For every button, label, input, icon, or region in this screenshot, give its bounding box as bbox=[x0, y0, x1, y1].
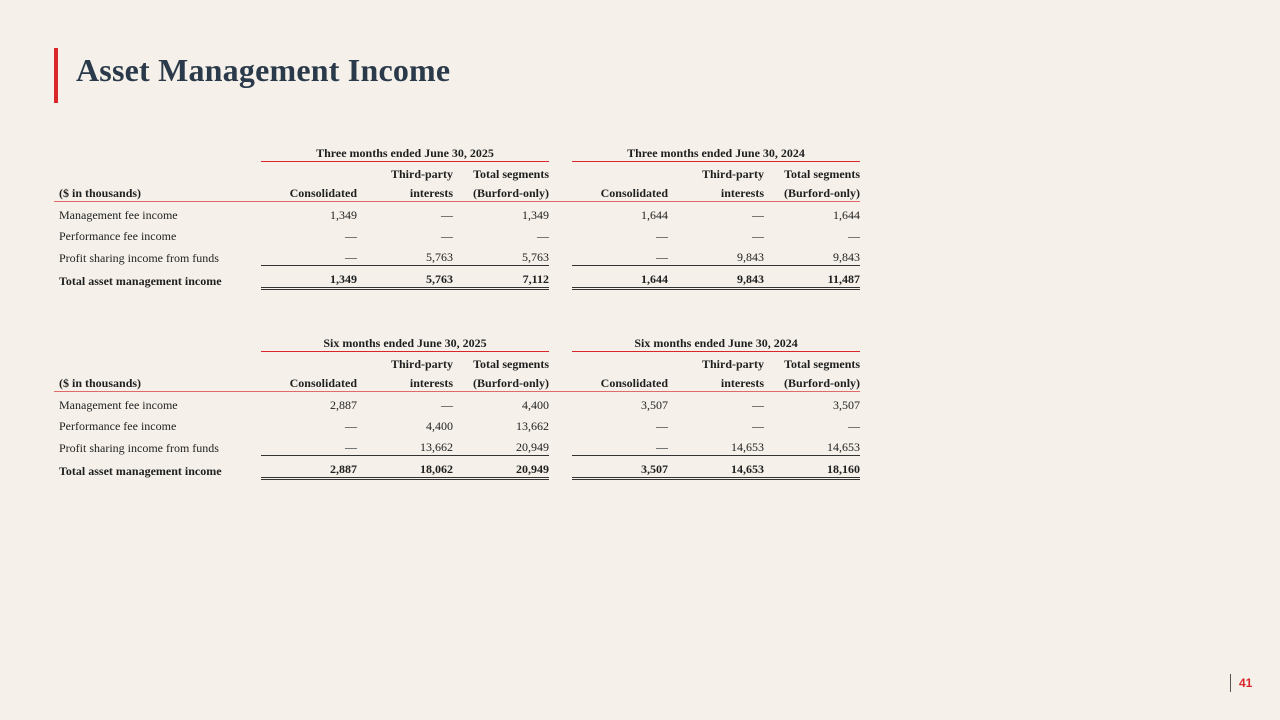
column-header: Total segments bbox=[473, 357, 550, 371]
table-cell: 13,662 bbox=[357, 434, 453, 456]
table-row bbox=[54, 223, 860, 244]
table-cell: 9,843 bbox=[668, 266, 764, 289]
column-header: Third-party bbox=[702, 357, 765, 371]
table-cell: 4,400 bbox=[426, 419, 453, 433]
table-cell: 1,349 bbox=[261, 266, 357, 289]
table-cell: — bbox=[441, 229, 453, 243]
table-cell: — bbox=[752, 229, 764, 243]
column-header: (Burford-only) bbox=[453, 182, 549, 202]
table-cell: — bbox=[752, 419, 765, 433]
table-cell: 20,949 bbox=[453, 434, 549, 456]
table-cell: — bbox=[441, 208, 453, 222]
table-cell: 9,843 bbox=[764, 244, 860, 266]
table-cell: 5,763 bbox=[357, 244, 453, 266]
table-cell: 18,160 bbox=[764, 456, 860, 479]
column-header: Third-party bbox=[390, 167, 453, 181]
column-header-row bbox=[54, 352, 860, 373]
table-cell: — bbox=[572, 244, 668, 266]
row-label: Management fee income bbox=[59, 208, 178, 222]
title-accent-bar bbox=[54, 48, 58, 103]
units-label: ($ in thousands) bbox=[54, 182, 261, 202]
column-header: (Burford-only) bbox=[764, 182, 860, 202]
table-row bbox=[54, 413, 860, 434]
column-header: Consolidated bbox=[261, 372, 357, 392]
table-cell: — bbox=[261, 434, 357, 456]
table-cell: 1,644 bbox=[833, 208, 860, 222]
total-row bbox=[54, 456, 860, 479]
table-row bbox=[54, 202, 860, 224]
column-header bbox=[572, 352, 668, 373]
table-cell: 14,653 bbox=[668, 434, 764, 456]
table-cell: 1,644 bbox=[572, 266, 668, 289]
table-cell: 20,949 bbox=[453, 456, 549, 479]
table-cell: 13,662 bbox=[516, 419, 550, 433]
table-cell: — bbox=[848, 419, 861, 433]
table-cell: 11,487 bbox=[764, 266, 860, 289]
table-cell: — bbox=[572, 434, 668, 456]
period-header-row bbox=[54, 145, 860, 162]
row-label: Total asset management income bbox=[59, 463, 222, 478]
table-cell: 2,887 bbox=[261, 456, 357, 479]
table-cell: 1,644 bbox=[641, 208, 668, 222]
page-title: Asset Management Income bbox=[76, 52, 451, 88]
table-cell: — bbox=[537, 229, 549, 243]
column-header bbox=[261, 352, 357, 373]
table-cell: — bbox=[656, 229, 668, 243]
column-header: interests bbox=[668, 372, 764, 392]
column-header: Third-party bbox=[701, 167, 764, 181]
period-header: Six months ended June 30, 2025 bbox=[261, 335, 549, 352]
three-months-table bbox=[54, 145, 860, 290]
column-header: Total segments bbox=[784, 357, 861, 371]
row-label: Profit sharing income from funds bbox=[59, 440, 219, 455]
table-cell: 3,507 bbox=[641, 398, 669, 412]
column-header-row bbox=[54, 372, 860, 392]
table-cell: 1,349 bbox=[330, 208, 357, 222]
table-cell: — bbox=[345, 229, 357, 243]
period-header: Six months ended June 30, 2024 bbox=[572, 335, 860, 352]
column-header: (Burford-only) bbox=[453, 372, 549, 392]
period-header-row bbox=[54, 335, 860, 352]
table-cell: 4,400 bbox=[522, 398, 550, 412]
table-cell: 2,887 bbox=[330, 398, 357, 412]
total-row bbox=[54, 266, 860, 289]
column-header: interests bbox=[668, 182, 764, 202]
table-row bbox=[54, 392, 860, 414]
table-cell: 3,507 bbox=[833, 398, 861, 412]
units-label: ($ in thousands) bbox=[54, 372, 261, 392]
column-header-row bbox=[54, 162, 860, 183]
column-header: (Burford-only) bbox=[764, 372, 860, 392]
table-cell: 5,763 bbox=[453, 244, 549, 266]
table-cell: — bbox=[261, 244, 357, 266]
six-months-table bbox=[54, 335, 860, 480]
column-header bbox=[572, 162, 668, 183]
column-header: Consolidated bbox=[261, 182, 357, 202]
row-label: Performance fee income bbox=[59, 229, 177, 243]
period-header: Three months ended June 30, 2024 bbox=[572, 145, 860, 162]
table-cell: 1,349 bbox=[522, 208, 549, 222]
table-cell: — bbox=[441, 398, 453, 412]
table-cell: — bbox=[752, 398, 765, 412]
row-label: Total asset management income bbox=[59, 273, 222, 288]
column-header-row bbox=[54, 182, 860, 202]
row-label: Management fee income bbox=[59, 398, 178, 412]
table-cell: — bbox=[752, 208, 764, 222]
table-cell: 18,062 bbox=[357, 456, 453, 479]
column-header: Total segments bbox=[473, 167, 549, 181]
table-cell: — bbox=[848, 229, 860, 243]
table-cell: 14,653 bbox=[668, 456, 764, 479]
row-label: Profit sharing income from funds bbox=[59, 250, 219, 265]
table-row bbox=[54, 434, 860, 456]
table-cell: — bbox=[345, 419, 357, 433]
column-header: Total segments bbox=[784, 167, 860, 181]
column-header: interests bbox=[357, 182, 453, 202]
table-cell: 9,843 bbox=[668, 244, 764, 266]
column-header: Consolidated bbox=[572, 182, 668, 202]
column-header: interests bbox=[357, 372, 453, 392]
page-number: 41 bbox=[1230, 674, 1252, 692]
table-cell: — bbox=[656, 419, 669, 433]
table-row bbox=[54, 244, 860, 266]
column-header bbox=[261, 162, 357, 183]
table-cell: 7,112 bbox=[453, 266, 549, 289]
row-label: Performance fee income bbox=[59, 419, 177, 433]
period-header: Three months ended June 30, 2025 bbox=[261, 145, 549, 162]
table-cell: 3,507 bbox=[572, 456, 668, 479]
table-cell: 14,653 bbox=[764, 434, 860, 456]
table-cell: 5,763 bbox=[357, 266, 453, 289]
column-header: Consolidated bbox=[572, 372, 668, 392]
column-header: Third-party bbox=[390, 357, 453, 371]
